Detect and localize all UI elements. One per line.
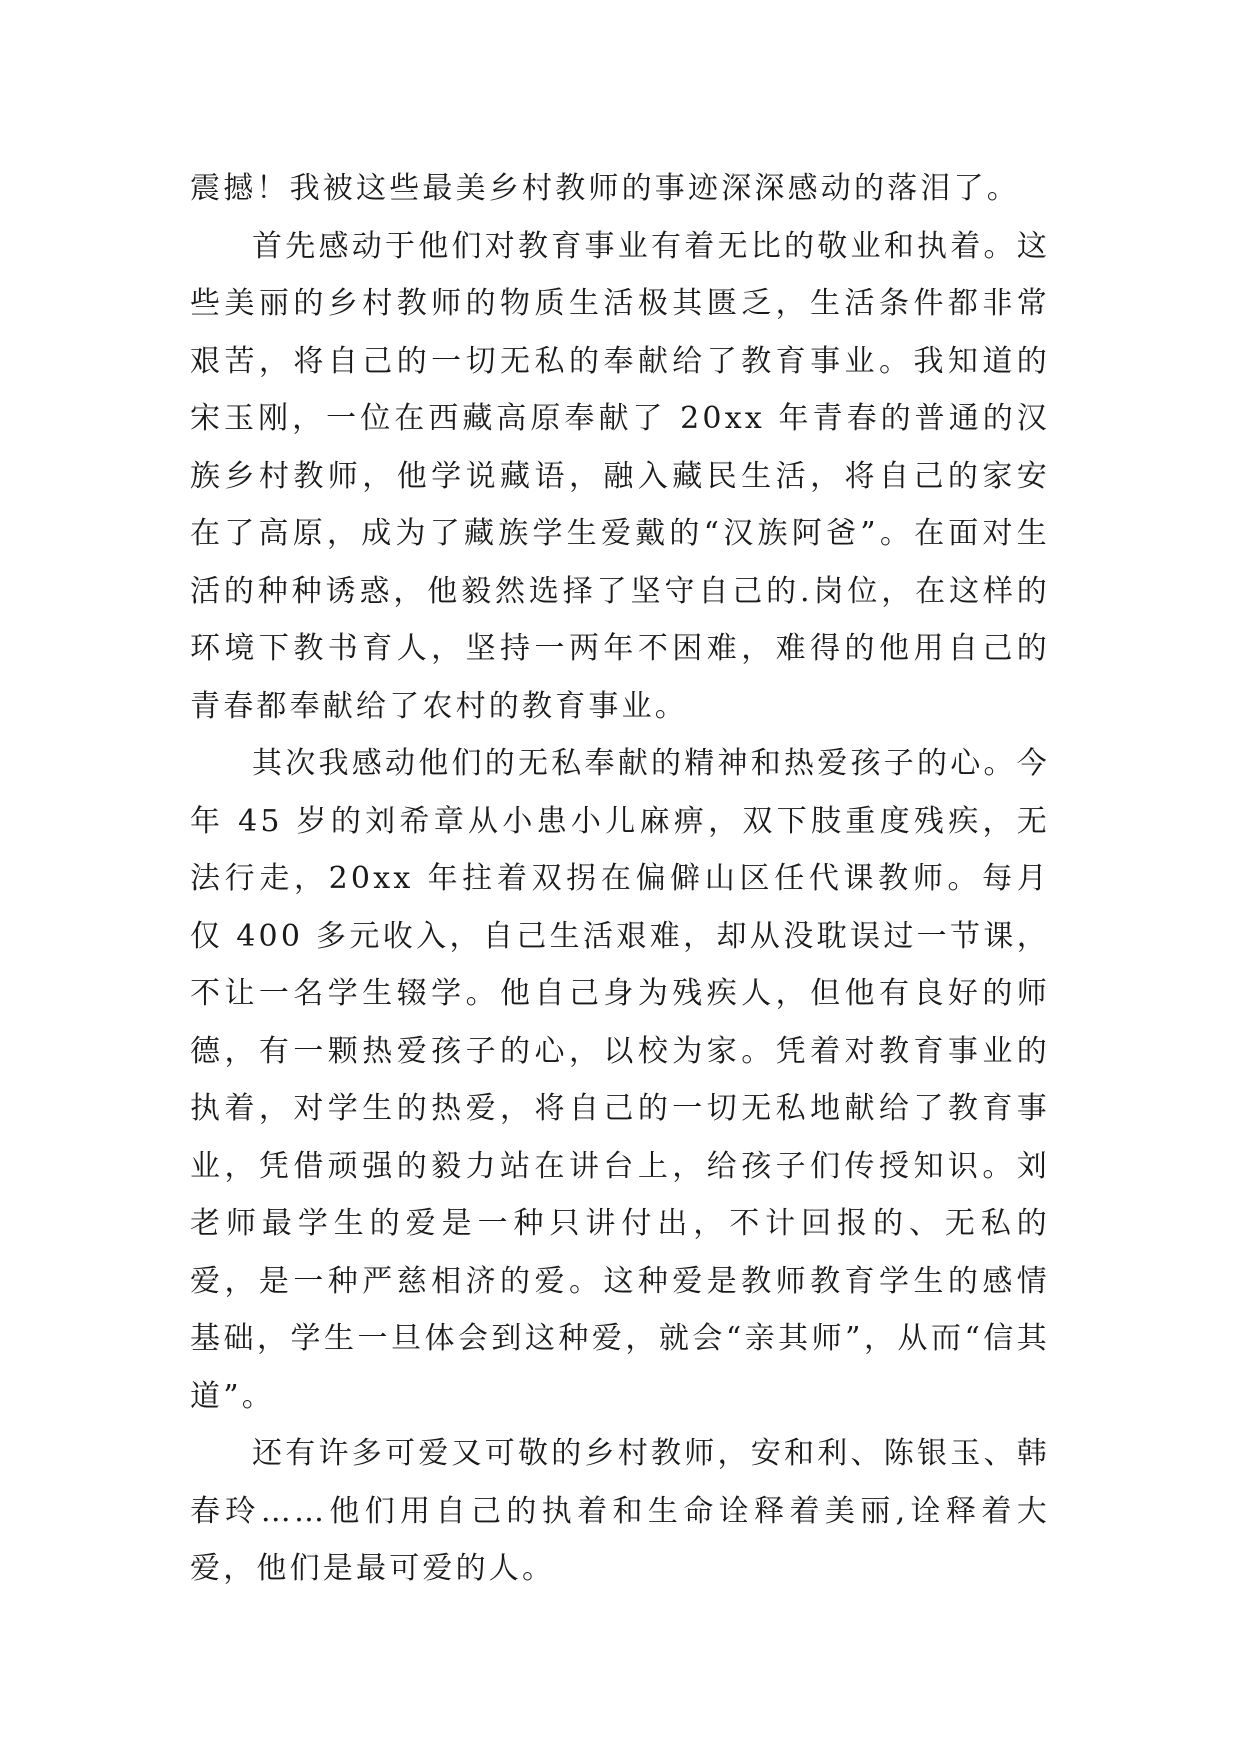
paragraph-liu-xizhang: 其次我感动他们的无私奉献的精神和热爱孩子的心。今年 45 岁的刘希章从小患小儿麻痹，双下肢重度残疾，无法行走，20xx 年拄着双拐在偏僻山区任代课教师。每月仅 400 多元收入，自己生活艰难，却从没耽误过一节课，不让一名学生辍学。他自己身为残疾人，但他有良好的师德，有一颗热爱孩子的心，以校为家。凭着对教育事业的执着，对学生的热爱，将自己的一切无私地献给了教育事业，凭借顽强的毅力站在讲台上，给孩子们传授知识。刘老师最学生的爱是一种只讲付出，不计回报的、无私的爱，是一种严慈相济的爱。这种爱是教师教育学生的感情基础，学生一旦体会到这种爱，就会“亲其师”，从而“信其道”。 — [190, 746, 1050, 1414]
paragraph-opening: 震撼！我被这些最美乡村教师的事迹深深感动的落泪了。 — [190, 171, 1020, 206]
paragraph-closing: 还有许多可爱又可敬的乡村教师，安和利、陈银玉、韩春玲……他们用自己的执着和生命诠释着美丽,诠释着大爱，他们是最可爱的人。 — [190, 1436, 1050, 1586]
paragraph-song-yugang: 首先感动于他们对教育事业有着无比的敬业和执着。这些美丽的乡村教师的物质生活极其匮乏，生活条件都非常艰苦，将自己的一切无私的奉献给了教育事业。我知道的宋玉刚，一位在西藏高原奉献了 20xx 年青春的普通的汉族乡村教师，他学说藏语，融入藏民生活，将自己的家安在了高原，成为了藏族学生爱戴的“汉族阿爸”。在面对生活的种种诱惑，他毅然选择了坚守自己的.岗位，在这样的环境下教书育人，坚持一两年不困难，难得的他用自己的青春都奉献给了农村的教育事业。 — [190, 228, 1050, 724]
body-text — [190, 160, 1050, 1598]
